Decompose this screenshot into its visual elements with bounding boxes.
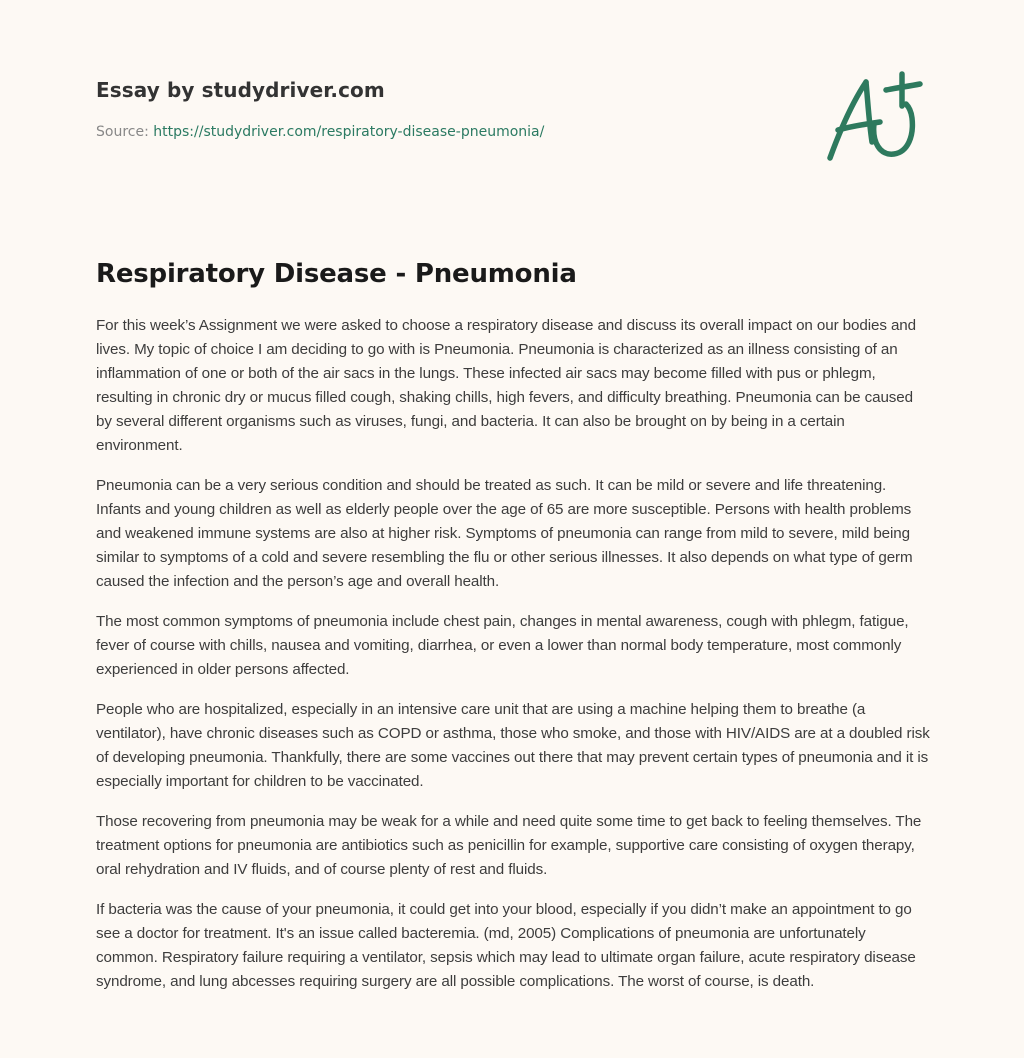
- paragraph: For this week’s Assignment we were asked to choose a respiratory disease and discuss its overall impact on our bodies and lives. My topic of choice I am deciding to go with is Pneumonia. Pneumonia is characterized as an illness consisting of an inflammation of one or both of the air sacs in the lungs. These infected air sacs may become filled with pus or phlegm, resulting in chronic dry or mucus filled cough, shaking chills, high fevers, and difficulty breathing. Pneumonia can be caused by several different organisms such as viruses, fungi, and bacteria. It can also be brought on by being in a certain environment.: [96, 317, 916, 454]
- a-plus-grade-icon: [822, 70, 928, 164]
- source-line: [96, 122, 544, 142]
- paragraph: If bacteria was the cause of your pneumonia, it could get into your blood, especially if you didn’t make an appointment to go see a doctor for treatment. It's an issue called bacteremia. (md, 2005) Complications of pneumonia are unfortunately common. Respiratory failure requiring a ventilator, sepsis which may lead to ultimate organ failure, acute respiratory disease syndrome, and lung abcesses requiring surgery are all possible complications. The worst of course, is death.: [96, 901, 916, 990]
- essay-by-label: Essay by studydriver.com: [96, 78, 385, 102]
- paragraph: Those recovering from pneumonia may be weak for a while and need quite some time to get back to feeling themselves. The treatment options for pneumonia are antibiotics such as penicillin for example, supportive care consisting of oxygen therapy, oral rehydration and IV fluids, and of course plenty of rest and fluids.: [96, 813, 922, 878]
- paragraph: People who are hospitalized, especially in an intensive care unit that are using a machine helping them to breathe (a ventilator), have chronic diseases such as COPD or asthma, those who smoke, and those with HIV/AIDS are at a doubled risk of developing pneumonia. Thankfully, there are some vaccines out there that may prevent certain types of pneumonia and it is especially important for children to be vaccinated.: [96, 701, 930, 790]
- source-label: Source:: [96, 124, 154, 140]
- paragraph: Pneumonia can be a very serious condition and should be treated as such. It can be mild or severe and life threatening. Infants and young children as well as elderly people over the age of 65 are more susceptible. Persons with health problems and weakened immune systems are also at higher risk. Symptoms of pneumonia can range from mild to severe, mild being similar to symptoms of a cold and severe resembling the flu or other serious illnesses. It also depends on what type of germ caused the infection and the person’s age and overall health.: [96, 477, 913, 590]
- essay-header: [96, 76, 544, 142]
- paragraph: The most common symptoms of pneumonia include chest pain, changes in mental awareness, cough with phlegm, fatigue, fever of course with chills, nausea and vomiting, diarrhea, or even a lower than normal body temperature, most commonly experienced in older persons affected.: [96, 613, 909, 678]
- article-title: Respiratory Disease - Pneumonia: [96, 259, 577, 289]
- article-body: [96, 314, 930, 1010]
- source-link[interactable]: https://studydriver.com/respiratory-disease-pneumonia/: [153, 124, 545, 140]
